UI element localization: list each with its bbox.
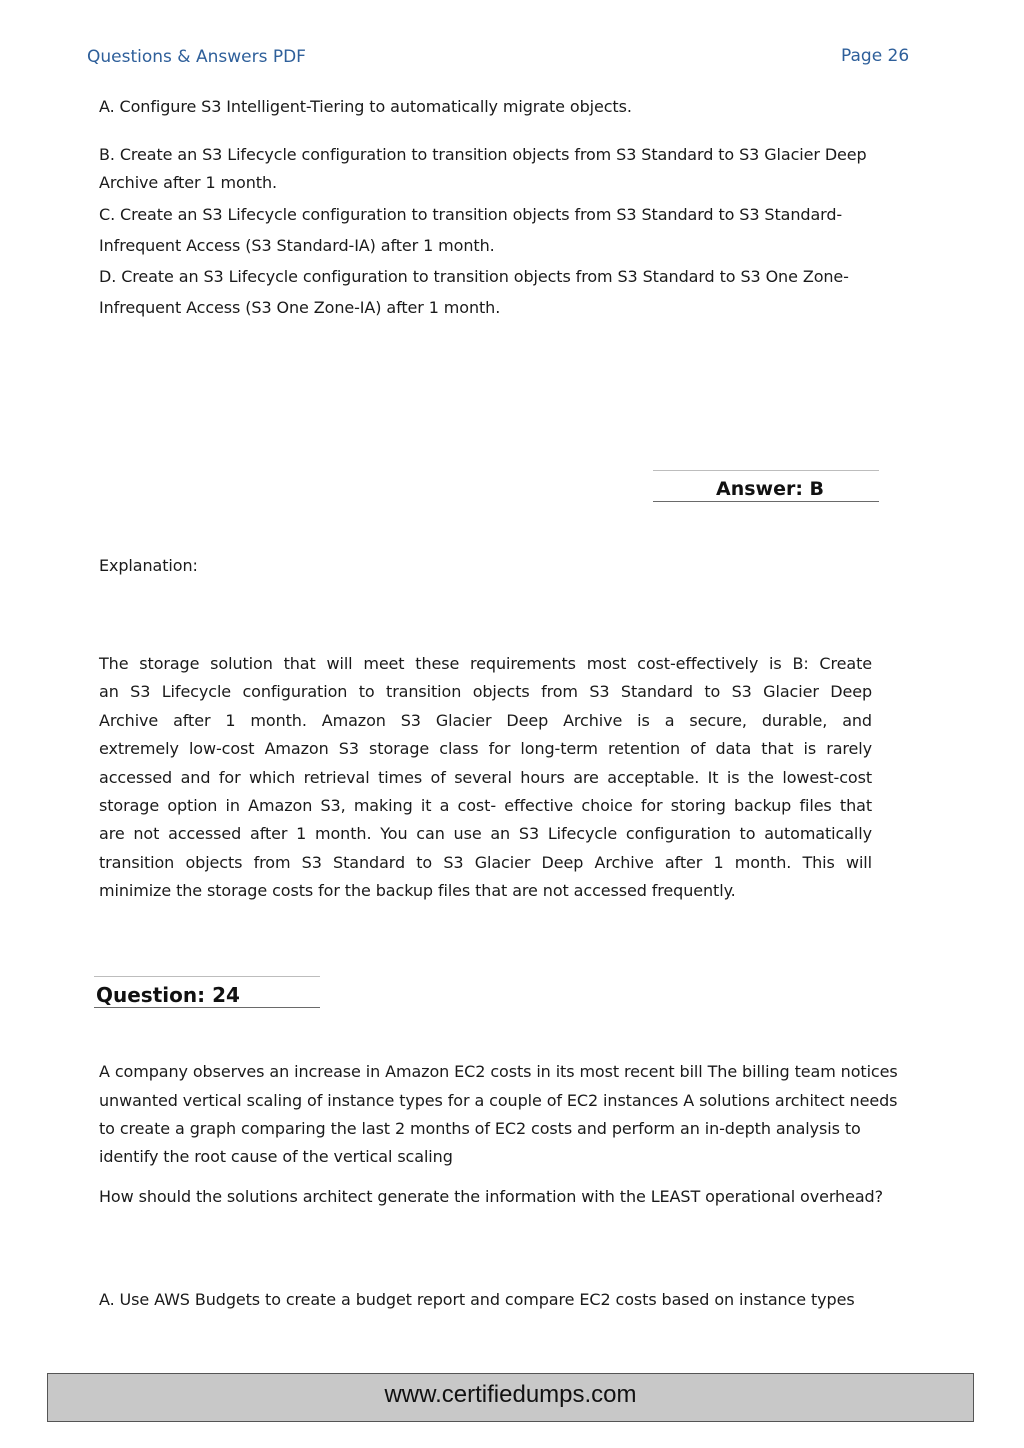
question-heading-box [94,976,320,1008]
question-prompt: How should the solutions architect generate the information with the LEAST operational overhead? [99,1187,883,1206]
explanation-line: minimize the storage costs for the backup files that are not accessed frequently. [99,881,736,901]
question-body-line: A company observes an increase in Amazon EC2 costs in its most recent bill The billing team notices [99,1062,898,1081]
question-body-line: to create a graph comparing the last 2 months of EC2 costs and perform an in-depth analysis to [99,1119,861,1138]
option-b-text-line1: B. Create an S3 Lifecycle configuration to transition objects from S3 Standard to S3 Glacier Deep [99,145,867,164]
explanation-line: transition objects from S3 Standard to S3 Glacier Deep Archive after 1 month. This will [99,852,872,872]
explanation-line: storage option in Amazon S3, making it a cost- effective choice for storing backup files that [99,796,872,816]
explanation-line: extremely low-cost Amazon S3 storage class for long-term retention of data that is rarely [99,739,872,759]
explanation-line: accessed and for which retrieval times of several hours are acceptable. It is the lowest-cost [99,767,872,787]
explanation-line: an S3 Lifecycle configuration to transition objects from S3 Standard to S3 Glacier Deep [99,682,872,702]
option-d-text-line2: Infrequent Access (S3 One Zone-IA) after 1 month. [99,298,501,317]
answer-label: Answer: B [716,478,825,500]
explanation-heading: Explanation: [99,556,198,575]
answer-box [653,470,879,502]
header-title: Questions & Answers PDF [87,47,306,67]
page-number: Page 26 [841,46,910,66]
question-body-line: unwanted vertical scaling of instance types for a couple of EC2 instances A solutions architect needs [99,1091,898,1110]
option-a-text: A. Configure S3 Intelligent-Tiering to automatically migrate objects. [99,97,632,116]
explanation-paragraph [99,650,872,906]
question-body-line: identify the root cause of the vertical scaling [99,1147,453,1166]
question-number: Question: 24 [96,983,240,1007]
option-d-text-line1: D. Create an S3 Lifecycle configuration to transition objects from S3 Standard to S3 One Zone- [99,267,849,286]
option-c-text-line2: Infrequent Access (S3 Standard-IA) after 1 month. [99,236,495,255]
explanation-line: Archive after 1 month. Amazon S3 Glacier Deep Archive is a secure, durable, and [99,710,872,730]
question-option-a: A. Use AWS Budgets to create a budget report and compare EC2 costs based on instance types [99,1290,855,1309]
footer-url[interactable]: www.certifiedumps.com [384,1381,637,1408]
option-c-text-line1: C. Create an S3 Lifecycle configuration to transition objects from S3 Standard to S3 Standard- [99,205,843,224]
explanation-line: are not accessed after 1 month. You can use an S3 Lifecycle configuration to automatically [99,824,872,844]
footer-bar [47,1373,974,1422]
explanation-line: The storage solution that will meet these requirements most cost-effectively is B: Create [99,654,872,673]
option-b-text-line2: Archive after 1 month. [99,173,277,192]
